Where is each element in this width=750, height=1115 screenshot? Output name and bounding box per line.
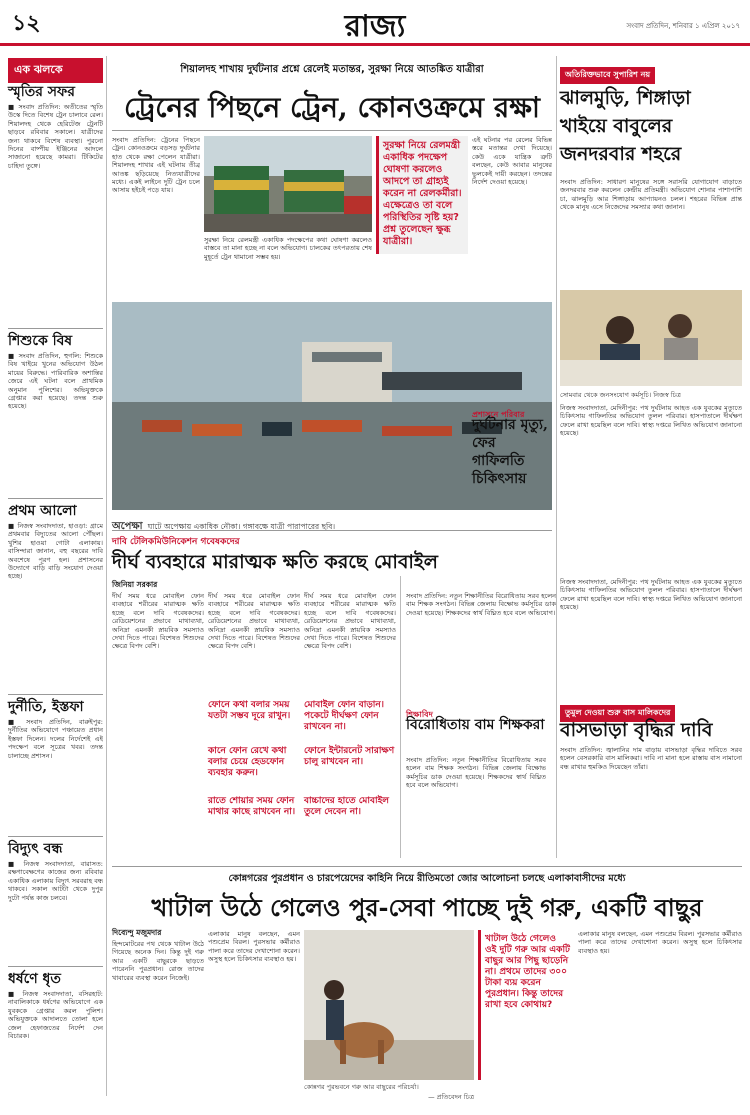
left-kicker: এক ঝলকে [8,58,103,83]
brief-heading: প্রথম আলো [8,503,77,519]
brief-heading: শিশুকে বিষ [8,333,73,349]
column-divider [556,576,557,858]
rule [112,130,552,131]
column-divider [556,56,557,576]
rule [112,530,552,531]
brief-6 [8,966,103,1108]
cow-photo-image [304,930,474,1080]
ferry-caption-label: অপেক্ষা [112,521,143,532]
babul-photo-caption: সোমবার থেকে জনসংযোগ কর্মসূচি। নিজস্ব চিত্র [560,391,681,399]
cow-photo-caption: কোন্নগর পুরভবনে গরু আর বাছুরের পরিচর্যা। [304,1083,419,1091]
babul-photo [560,290,742,386]
health-body: নিজস্ব সংবাদদাতা, মেদিনীপুর: পথ দুর্ঘটনায় আহত এক যুবকের মৃত্যুতে চিকিৎসায় গাফিলতির অভিযোগ তুলল পরিবার। হাসপাতালে দীর্ঘক্ষণ ফেলে রাখা হয়েছিল বলে দাবি। স্বাস্থ্য দপ্তরে লিখিত অভিযোগ জানানো হয়েছে। [560,404,742,438]
ferry-caption-text: ঘাটে অপেক্ষায় একাধিক নৌকা। গঙ্গাবক্ষে যাত্রী পারাপারের ছবি। [147,522,336,531]
brief-1 [8,84,103,307]
train-kicker: শিয়ালদহ শাখায় দুর্ঘটনার প্রশ্নে রেলেই মতান্তর, সুরক্ষা নিয়ে আতঙ্কিত যাত্রীরা [180,64,484,75]
brief-heading: দুর্নীতি, ইস্তফা [8,699,84,715]
brief-heading: ধর্ষণে ধৃত [8,971,61,987]
column-divider [400,576,401,858]
rent-headline: বাসভাড়া বৃদ্ধির দাবি [560,719,713,741]
publication-line: সংবাদ প্রতিদিন, শনিবার ১ এপ্রিল ২০১৭ [626,22,740,30]
cow-body-col1: হিন্দমোটরের পথ থেকে খাটাল উঠে গিয়েছে অনেক দিন। কিন্তু দুই গরু আর একটি বাছুরকে ছাড়তে পারেননি পুরপ্রধান। রোজ তাদের খাবারের ব্যবস্থা করেন নিজেই। [112,940,204,982]
brief-3 [8,498,103,692]
babul-kicker-wrap [560,62,655,84]
babul-body: সংবাদ প্রতিদিন: সাধারণ মানুষের সঙ্গে সরাসরি যোগাযোগ বাড়াতে জনদরবার শুরু করলেন কেন্দ্রীয় প্রতিমন্ত্রী। অভিযোগ শোনার পাশাপাশি চা, ঝালমুড়ি আর শিঙ্গাড়ায় আপ্যায়নও চলল। শহরের বিভিন্ন প্রান্ত থেকে মানুষ এসে নিজেদের সমস্যার কথা জানান। [560,178,742,212]
brief-body: ■ সংবাদ প্রতিদিন: অতীতের স্মৃতি উস্কে দিতে বিশেষ ট্রেন চালাবে রেল। শিয়ালদহ থেকে হেরিটেজ ট্রেনটি ছাড়বে রবিবার সকালে। যাত্রীদের জন্য থাকবে বিশেষ ব্যবস্থা। পুরনো দিনের বাষ্পীয় ইঞ্জিনের আদলে সাজানো হয়েছে কামরা। টিকিটের চাহিদা তুঙ্গে। [8,103,103,170]
cow-photo-credit: — প্রতিবেদন চিত্র [428,1093,474,1101]
train-body-col1: সংবাদ প্রতিদিন: ট্রেনের পিছনে ট্রেন। কোনওক্রমে বড়সড় দুর্ঘটনার হাত থেকে রক্ষা পেলেন যাত্রীরা। শিয়ালদহ শাখার এই ঘটনায় তীব্র আতঙ্ক ছড়িয়েছে নিত্যযাত্রীদের মধ্যে। একই লাইনে দুটি ট্রেন চলে আসায় হইচই পড়ে যায়। [112,136,200,195]
mobile-kicker: দাবি টেলিকমিউনিকেশন গবেষকদের [112,537,240,547]
cow-body-col2: এলাকার মানুষ বলছেন, এমন পশুপ্রেম বিরল। পুরসভার কর্মীরাও পালা করে তাদের দেখাশোনা করেন। অসুস্থ হলে চিকিৎসার ব্যবস্থাও হয়। [208,930,300,964]
babul-headline: ঝালমুড়ি, শিঙ্গাড়া খাইয়ে বাবুলের জনদরবার শহরে [560,87,691,165]
page-number: ১২ [12,10,41,36]
rule [112,866,742,867]
mobile-tip: কানে ফোন রেখে কথা বলার চেয়ে হেডফোন ব্যবহার করুন। [208,746,287,778]
mobile-body-col3: দীর্ঘ সময় ধরে মোবাইল ফোন ব্যবহারে শরীরের মারাত্মক ক্ষতি হচ্ছে বলে দাবি গবেষকদের। রেডিয়েশনের প্রভাবে মাথাব্যথা, অনিদ্রা এমনকী স্নায়বিক সমস্যাও দেখা দিতে পারে। বিশেষত শিশুদের ক্ষেত্রে বিপদ বেশি। [304,592,396,651]
babul-kicker: অতিরিক্তভাবে সুপারিশ নয় [560,67,655,84]
train-body-col4: এই ঘটনার পর রেলের বিভিন্ন স্তরে মতান্তর দেখা দিয়েছে। কেউ একে যান্ত্রিক ত্রুটি বলছেন, কেউ আবার মানুষের ভুলকেই দায়ী করছেন। তদন্তের নির্দেশ দেওয়া হয়েছে। [472,136,552,187]
cow-headline: খাটাল উঠে গেলেও পুর-সেবা পাচ্ছে দুই গরু, একটি বাছুর [151,893,703,922]
teachers-kicker: শিক্ষাবিদ [406,710,433,719]
brief-body: ■ সংবাদ প্রতিদিন, হুগলি: শিশুকে বিষ খাইয়ে খুনের অভিযোগ উঠল মায়ের বিরুদ্ধে। পারিবারিক অশান্তির জেরে এই ঘটনা বলে প্রাথমিক অনুমান পুলিশের। অভিযুক্তকে গ্রেপ্তার করা হয়েছে। তদন্ত শুরু হয়েছে। [8,352,103,411]
brief-heading: বিদ্যুৎ বন্ধ [8,841,63,857]
rent-body: সংবাদ প্রতিদিন: জ্বালানির দাম বাড়ায় বাসভাড়া বৃদ্ধির দাবিতে সরব হলেন বেসরকারি বাস মালিকরা। দাবি না মানা হলে রাস্তায় বাস নামানো বন্ধ রাখার হুমকিও দিয়েছেন তাঁরা। [560,746,742,771]
cow-kicker: কোন্নগরের পুরপ্রধান ও চারপেয়েদের কাহিনি নিয়ে রীতিমতো জোর আলোচনা চলছে এলাকাবাসীদের মধ্যে [228,873,626,884]
section-title: রাজ্য [344,9,406,44]
health-kicker: প্রশাসনে পরিবার [472,410,525,419]
cow-photo [304,930,474,1080]
brief-heading: স্মৃতির সফর [8,84,75,100]
mobile-tip: বাচ্চাদের হাতে মোবাইল তুলে দেবেন না। [304,796,389,817]
brief-body: ■ সংবাদ প্রতিদিন, বারুইপুর: দুর্নীতির অভিযোগে পঞ্চায়েত প্রধান ইস্তফা দিলেন। দলের নির্দেশেই এই পদক্ষেপ বলে সূত্রের খবর। তদন্ত চালাচ্ছে প্রশাসন। [8,718,103,760]
teachers-body: সংবাদ প্রতিদিন: নতুন শিক্ষানীতির বিরোধিতায় সরব হলেন বাম শিক্ষক সংগঠন। বিভিন্ন জেলায় বিক্ষোভ কর্মসূচির ডাক দেওয়া হয়েছে। শিক্ষকদের স্বার্থ বিঘ্নিত হবে বলে অভিযোগ। [406,756,546,790]
health-headline: দুর্ঘটনার মৃত্যু, ফের গাফিলতি চিকিৎসায় [472,417,548,487]
brief-body: ■ নিজস্ব সংবাদদাতা, বারাসত: রক্ষণাবেক্ষণের কাজের জন্য রবিবার একাধিক এলাকায় বিদ্যুৎ সরবরাহ বন্ধ থাকবে। সকাল আটটা থেকে দুপুর দুটো পর্যন্ত কাজ চলবে। [8,860,103,902]
brief-2 [8,328,103,494]
mobile-body-col2: দীর্ঘ সময় ধরে মোবাইল ফোন ব্যবহারে শরীরের মারাত্মক ক্ষতি হচ্ছে বলে দাবি গবেষকদের। রেডিয়েশনের প্রভাবে মাথাব্যথা, অনিদ্রা এমনকী স্নায়বিক সমস্যাও দেখা দিতে পারে। বিশেষত শিশুদের ক্ষেত্রে বিপদ বেশি। [208,592,300,651]
cow-body-col5: এলাকার মানুষ বলছেন, এমন পশুপ্রেম বিরল। পুরসভার কর্মীরাও পালা করে তাদের দেখাশোনা করেন। অসুস্থ হলে চিকিৎসার ব্যবস্থাও হয়। [578,930,742,955]
train-quote: সুরক্ষা নিয়ে রেলমন্ত্রী একাধিক পদক্ষেপ ঘোষণা করলেও আদপে তা গ্রাহ্যই করেন না রেলকর্মীরা। এক্ষেত্রেও তা বলে পরিস্থিতির সৃষ্টি হয়? প্রশ্ন তুলেছেন ক্ষুব্ধ যাত্রীরা। [376,136,468,254]
rent-lead: নিজস্ব সংবাদদাতা, মেদিনীপুর: পথ দুর্ঘটনায় আহত এক যুবকের মৃত্যুতে চিকিৎসায় গাফিলতির অভিযোগ তুলল পরিবার। হাসপাতালে দীর্ঘক্ষণ ফেলে রাখা হয়েছিল বলে দাবি। স্বাস্থ্য দপ্তরে লিখিত অভিযোগ জানানো হয়েছে। [560,578,742,612]
column-divider [106,56,107,1096]
babul-photo-image [560,290,742,386]
teachers-headline: বিরোধিতায় বাম শিক্ষকরা [406,717,545,733]
cow-quote: খাটাল উঠে গেলেও ওই দুটি গরু আর একটি বাছুর আর পিছু ছাড়েনি না। প্রথমে তাদের ৩০০ টাকা ব্যয় করেন পুরপ্রধান। কিন্তু তাদের রাখা হবে কোথায়? [478,930,574,1080]
mobile-headline: দীর্ঘ ব্যবহারে মারাত্মক ক্ষতি করছে মোবাইল [112,551,438,573]
train-headline: ট্রেনের পিছনে ট্রেন, কোনওক্রমে রক্ষা [123,91,541,124]
cow-byline: দিব্যেন্দু মজুমদার [112,928,162,937]
brief-body: ■ নিজস্ব সংবাদদাতা, বসিরহাট: নাবালিকাকে ধর্ষণের অভিযোগে এক যুবককে গ্রেপ্তার করল পুলিশ। অভিযুক্তকে আদালতে তোলা হলে জেল হেফাজতের নির্দেশ দেন বিচারক। [8,990,103,1041]
mobile-tip: মোবাইল ফোন বাড়ান। পকেটে দীর্ঘক্ষণ ফোন রাখবেন না। [304,700,384,732]
mobile-tip: ফোনে কথা বলার সময় যতটা সম্ভব দূরে রাখুন। [208,700,291,721]
teachers-lead: সংবাদ প্রতিদিন: নতুন শিক্ষানীতির বিরোধিতায় সরব হলেন বাম শিক্ষক সংগঠন। বিভিন্ন জেলায় বিক্ষোভ কর্মসূচির ডাক দেওয়া হয়েছে। শিক্ষকদের স্বার্থ বিঘ্নিত হবে বলে অভিযোগ। [406,592,556,617]
mobile-body-col1: দীর্ঘ সময় ধরে মোবাইল ফোন ব্যবহারে শরীরের মারাত্মক ক্ষতি হচ্ছে বলে দাবি গবেষকদের। রেডিয়েশনের প্রভাবে মাথাব্যথা, অনিদ্রা এমনকী স্নায়বিক সমস্যাও দেখা দিতে পারে। বিশেষত শিশুদের ক্ষেত্রে বিপদ বেশি। [112,592,204,651]
mobile-tip: ফোনে ইন্টারনেট সারাক্ষণ চালু রাখবেন না। [304,746,395,767]
mobile-byline: জিনিয়া সরকার [112,580,158,589]
train-photo-image [204,136,372,232]
train-photo [204,136,372,232]
rent-kicker: তুমুল দেওয়া শুরু বাস মালিকদের [560,705,675,722]
left-column [8,58,103,83]
mobile-tip: রাতে শোয়ার সময় ফোন মাথার কাছে রাখবেন না। [208,796,296,817]
brief-4 [8,694,103,836]
train-body-col2: সুরক্ষা নিয়ে রেলমন্ত্রী একাধিক পদক্ষেপের কথা ঘোষণা করলেও বাস্তবে তা মানা হচ্ছে না বলে অভিযোগ। চালকের তৎপরতায় শেষ মুহূর্তে ট্রেন থামানো সম্ভব হয়। [204,236,372,261]
ferry-caption [112,514,552,536]
brief-body: ■ নিজস্ব সংবাদদাতা, হাওড়া: গ্রামে প্রথমবার বিদ্যুতের আলো পৌঁছল। খুশির হাওয়া গোটা এলাকায়। বাসিন্দারা জানান, বহু বছরের দাবি অবশেষে পূরণ হল। প্রশাসনের উদ্যোগে বাড়ি বাড়ি সংযোগ দেওয়া হচ্ছে। [8,522,103,581]
brief-5 [8,836,103,964]
